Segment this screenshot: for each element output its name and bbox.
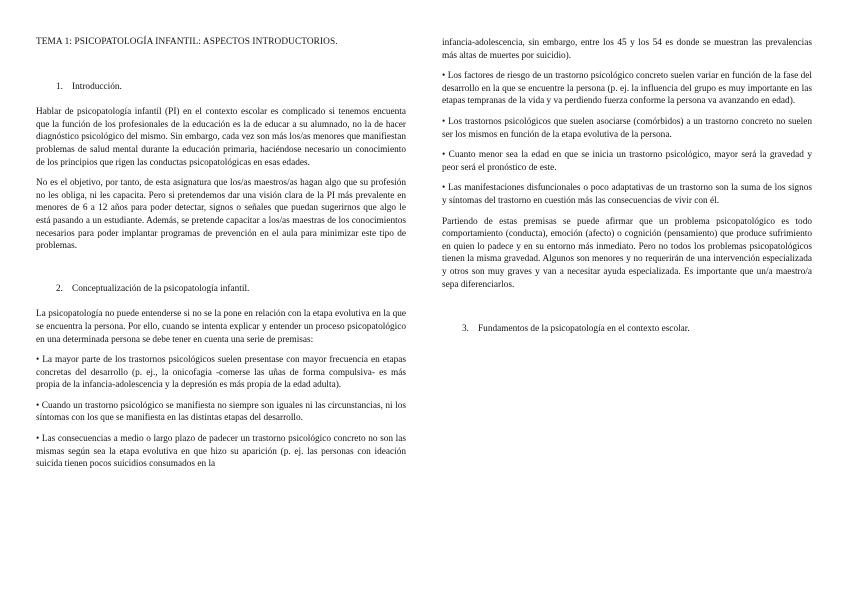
- premise-bullet-4: • Los factores de riesgo de un trastorno psicológico concreto suelen variar en función de la fase del desarrollo en la que se encuentre la persona (p. ej. la influencia del grupo es muy importante en las etapas tempranas de la vida y va perdiendo fuerza conforme la persona va avanzando en edad).: [442, 71, 812, 107]
- section-2-heading: [56, 283, 406, 296]
- section-3-heading: [462, 323, 812, 336]
- left-column: [36, 36, 406, 479]
- premise-continuation: infancia-adolescencia, sin embargo, entre los 45 y los 54 es donde se muestran las prevalencias más altas de muertes por suicidio).: [442, 38, 812, 61]
- right-column: [442, 37, 812, 349]
- premise-bullet-5: • Los trastornos psicológicos que suelen asociarse (comórbidos) a un trastorno concreto no suelen ser los mismos en función de la etapa evolutiva de la persona.: [442, 116, 812, 140]
- section-3-title: Fundamentos de la psicopatología en el contexto escolar.: [478, 324, 690, 335]
- intro-paragraph-1: Hablar de psicopatología infantil (PI) en el contexto escolar es complicado si tenemos encuenta que la función de los profesionales de la educación es la de educar a su alumnado, no la de hacer diagnóstico psicológico del mismo. Sin embargo, cada vez son más los/as menores que manifiestan problemas de salud mental durante la educación primaria, haciéndose necesario un conocimiento de los principios que rigen las conductas psicopatológicas en esas edades.: [36, 107, 406, 168]
- premise-bullet-7: • Las manifestaciones disfuncionales o poco adaptativas de un trastorno son la suma de los signos y síntomas del trastorno en cuestión más las consecuencias de vivir con él.: [442, 183, 812, 206]
- closing-paragraph: Partiendo de estas premisas se puede afirmar que un problema psicopatológico es todo comportamiento (conducta), emoción (afecto) o cognición (pensamiento) que produce sufrimiento en quien lo padece y en su entorno más inmediato. Pero no todos los problemas psicopatológicos tienen la misma gravedad. Algunos son menores y no requerirán de una intervención especializada y otros son muy graves y van a necesitar ayuda especializada. Es importante que un/a maestro/a sepa diferenciarlos.: [442, 216, 812, 290]
- section-1-number: 1.: [56, 81, 63, 92]
- premise-bullet-3: • Las consecuencias a medio o largo plazo de padecer un trastorno psicológico concreto no son las mismas según sea la etapa evolutiva en que hizo su aparición (p. ej. las personas con ideación suicida tienen pocos suicidios consumados en la: [36, 434, 406, 470]
- premise-bullet-2: • Cuando un trastorno psicológico se manifiesta no siempre son iguales ni las circunstancias, ni los síntomas con los que se manifiesta en las distintas etapas del desarrollo.: [36, 400, 406, 424]
- section-2-number: 2.: [56, 283, 63, 294]
- intro-paragraph-2: No es el objetivo, por tanto, de esta asignatura que los/as maestros/as hagan algo que su profesión no les obliga, ni les capacita. Pero si pretendemos dar una visión clara de la PI más prevalente en menores de 6 a 12 años para poder detectar, signos o señales que puedan sugerirnos que algo le está pasando a un estudiante. Además, se pretende capacitar a los/as maestras de los conocimientos necesarios para poder implantar programas de prevención en el aula para minimizar este tipo de problemas.: [36, 178, 406, 252]
- premise-bullet-1: • La mayor parte de los trastornos psicológicos suelen presentase con mayor frecuencia en etapas concretas del desarrollo (p. ej., la onicofagia -comerse las uñas de forma compulsiva- es más propia de la infancia-adolescencia y la depresión es más propia de la edad adulta).: [36, 355, 406, 391]
- section-1-heading: [56, 81, 406, 94]
- section-2-title: Conceptualización de la psicopatología infantil.: [72, 283, 250, 294]
- document-title: TEMA 1: PSICOPATOLOGÍA INFANTIL: ASPECTOS INTRODUCTORIOS.: [36, 37, 338, 47]
- section-1-title: Introducción.: [72, 81, 122, 92]
- concept-paragraph: La psicopatología no puede entenderse si no se la pone en relación con la etapa evolutiva en la que se encuentra la persona. Por ello, cuando se intenta explicar y entender un proceso psicopatológico en una determinada persona se debe tener en cuenta una serie de premisas:: [36, 309, 406, 345]
- section-3-number: 3.: [462, 324, 469, 335]
- premise-bullet-6: • Cuanto menor sea la edad en que se inicia un trastorno psicológico, mayor será la gravedad y peor será el pronóstico de este.: [442, 150, 812, 173]
